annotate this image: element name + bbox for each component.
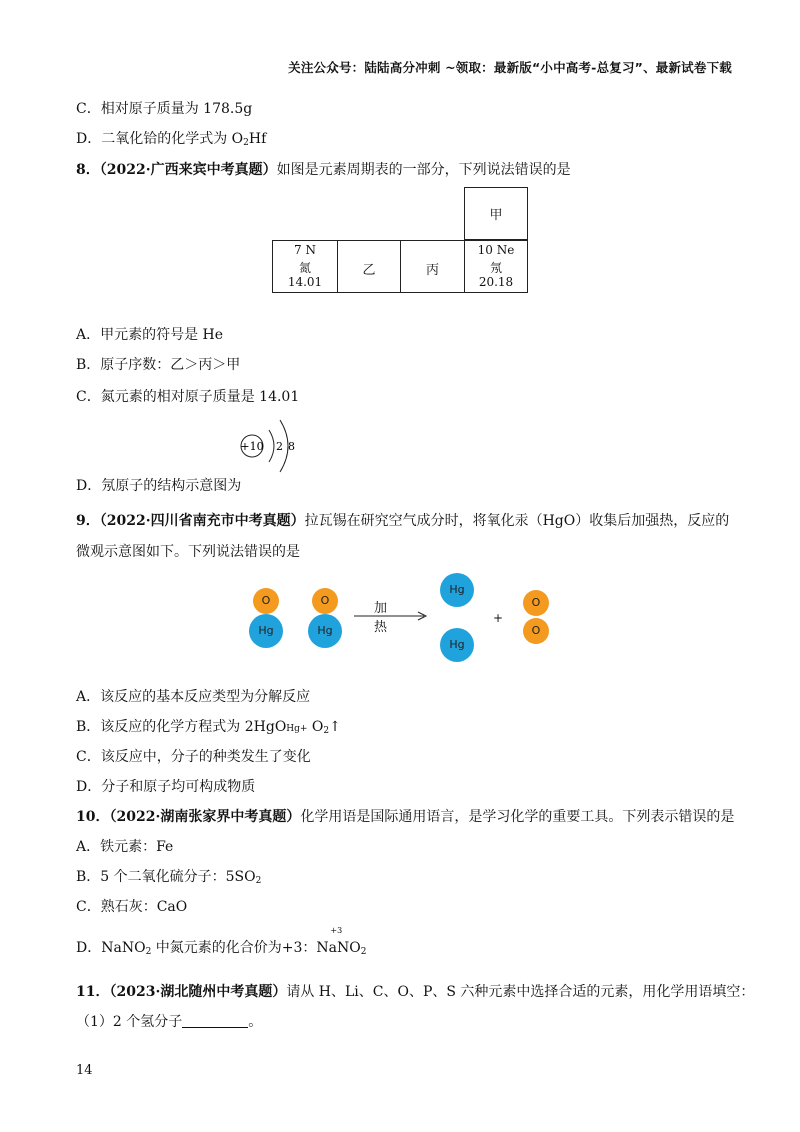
shell-arc-1: [269, 430, 274, 462]
cell-neon: 10 Ne 氖 20.18: [464, 240, 528, 293]
heating-label: 加热: [374, 601, 388, 635]
mercury-atom: Hg: [308, 614, 342, 648]
q9-option-a: A．该反应的基本反应类型为分解反应: [76, 689, 311, 705]
mercury-atom: Hg: [440, 573, 474, 607]
oxygen-atom: O: [523, 590, 549, 616]
page-number: 14: [76, 1063, 93, 1078]
plus-sign: +: [493, 611, 504, 625]
nucleus-label: +10: [240, 440, 264, 453]
q11-sub1: （1）2 个氢分子 。: [76, 1014, 263, 1030]
cell-jia: 甲: [464, 187, 528, 240]
q7-option-d: D．二氧化铪的化学式为 $O_2Hf$: [76, 131, 267, 148]
oxygen-atom: O: [523, 618, 549, 644]
page-header: 关注公众号：陆陆高分冲刺 ~领取：最新版“小中高考-总复习”、最新试卷下载: [288, 60, 732, 75]
oxygen-atom: O: [253, 588, 279, 614]
q10-option-d: D．NaNO$_2$ 中氮元素的化合价为+3： +3 NaNO$_2$: [76, 926, 367, 957]
q10-stem: 10．（2022·湖南张家界中考真题）化学用语是国际通用语言，是学习化学的重要工具。下列表示错误的是: [76, 809, 735, 825]
cell-bing: 丙: [400, 240, 465, 293]
mercury-atom: Hg: [440, 628, 474, 662]
q8-stem: 8．（2022·广西来宾中考真题）如图是元素周期表的一部分，下列说法错误的是: [76, 162, 571, 178]
q8-option-a: A．甲元素的符号是 He: [76, 327, 224, 343]
mercury-atom: Hg: [249, 614, 283, 648]
q10-option-a: A．铁元素：Fe: [76, 839, 174, 855]
cell-yi: 乙: [337, 240, 401, 293]
answer-blank[interactable]: [182, 1013, 248, 1028]
q9-stem-line1: 9．（2022·四川省南充市中考真题）拉瓦锡在研究空气成分时，将氧化汞（HgO）收集后加强热，反应的: [76, 513, 730, 529]
q8-option-b: B．原子序数：乙＞丙＞甲: [76, 357, 241, 373]
q10-option-b: B．5 个二氧化硫分子：$5SO_2$: [76, 869, 262, 886]
q9-option-c: C．该反应中，分子的种类发生了变化: [76, 749, 311, 765]
q9-option-d: D．分子和原子均可构成物质: [76, 779, 256, 795]
shell-2-electrons: 8: [288, 440, 295, 453]
q7-option-c: C．相对原子质量为 178.5g: [76, 101, 253, 117]
q9-stem-line2: 微观示意图如下。下列说法错误的是: [76, 544, 300, 560]
q9-option-b: B．该反应的化学方程式为 2HgOHg+ $O_2↑$: [76, 719, 341, 736]
oxygen-atom: O: [312, 588, 338, 614]
q8-option-d: D．氖原子的结构示意图为: [76, 478, 242, 494]
q11-stem: 11．（2023·湖北随州中考真题）请从 H、Li、C、O、P、S 六种元素中选择合适的元素，用化学用语填空：: [76, 984, 755, 1000]
reaction-arrow-icon: [352, 610, 432, 622]
neon-atom-structure-diagram: [232, 412, 312, 474]
valence-label: +3: [330, 926, 343, 935]
q8-option-c: C．氮元素的相对原子质量是 14.01: [76, 389, 300, 405]
cell-nitrogen: 7 N 氮 14.01: [272, 240, 338, 293]
q10-option-c: C．熟石灰：CaO: [76, 899, 188, 915]
shell-1-electrons: 2: [276, 440, 283, 453]
